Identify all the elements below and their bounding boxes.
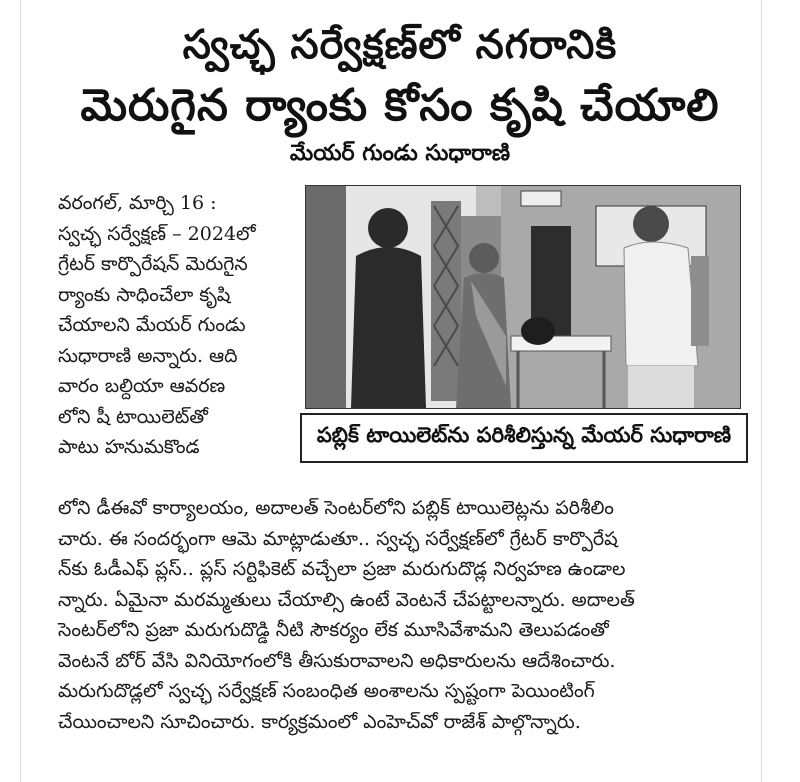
text-line: చేయాలని మేయర్ గుండు — [58, 314, 246, 336]
article-body-text — [58, 493, 746, 737]
text-line: న్‌కు ఓడీఎఫ్ ప్లస్.. ప్లస్ సర్టిఫికెట్ వచ్చేలా ప్రజా మరుగుదొడ్ల నిర్వహణ ఉండాల — [58, 558, 626, 580]
text-line: చేయించాలని సూచించారు. కార్యక్రమంలో ఎంహెచ్‌వో రాజేశ్ పాల్గొన్నారు. — [58, 710, 581, 733]
text-line: న్నారు. ఏమైనా మరమ్మతులు చేయాల్సి ఉంటే వెంటనే చేపట్టాలన్నారు. అదాలత్ — [58, 588, 635, 611]
text-line: మరుగుదొడ్లలో స్వచ్ఛ సర్వేక్షణ్ సంబంధిత అంశాలను స్పష్టంగా పెయింటింగ్ — [58, 680, 595, 702]
text-line: లోని డీఈవో కార్యాలయం, అదాలత్ సెంటర్‌లోని పబ్లిక్ టాయిలెట్లను పరిశీలిం — [58, 497, 614, 519]
headline-line-2: మెరుగైన ర్యాంకు కోసం కృషి చేయాలి — [80, 80, 720, 131]
text-line: లోని షీ టాయిలెట్‌తో — [58, 405, 208, 428]
headline-line-1: స్వచ్ఛ సర్వేక్షణ్‌లో నగరానికి — [182, 22, 618, 68]
text-line: ర్యాంకు సాధించేలా కృషి — [58, 283, 231, 306]
news-photo — [305, 185, 741, 409]
text-line: స్వచ్ఛ సర్వేక్షణ్ – 2024లో — [58, 222, 256, 245]
text-line: చారు. ఈ సందర్భంగా ఆమె మాట్లాడుతూ.. స్వచ్ఛ సర్వేక్షణ్‌లో గ్రేటర్ కార్పొరేష — [58, 527, 618, 550]
text-line: సుధారాణి అన్నారు. ఆది — [58, 344, 238, 367]
photo-caption: పబ్లిక్ టాయిలెట్‌ను పరిశీలిస్తున్న మేయర్ సుధారాణి — [300, 413, 748, 463]
text-line: వెంటనే బోర్ వేసి వినియోగంలోకి తీసుకురావాలని అధికారులను ఆదేశించారు. — [58, 649, 616, 672]
text-line: గ్రేటర్ కార్పొరేషన్ మెరుగైన — [58, 253, 248, 275]
text-line: పాటు హనుమకొండ — [58, 436, 200, 458]
photo-illustration — [306, 186, 740, 408]
text-line: వరంగల్, మార్చి 16 : — [58, 192, 217, 214]
left-column-text — [58, 188, 283, 463]
subheading: మేయర్ గుండు సుధారాణి — [289, 141, 511, 166]
text-line: వారం బల్దియా ఆవరణ — [58, 375, 226, 397]
text-line: సెంటర్‌లోని ప్రజా మరుగుదొడ్డి నీటి సౌకర్యం లేక మూసివేశామని తెలుపడంతో — [58, 619, 609, 641]
